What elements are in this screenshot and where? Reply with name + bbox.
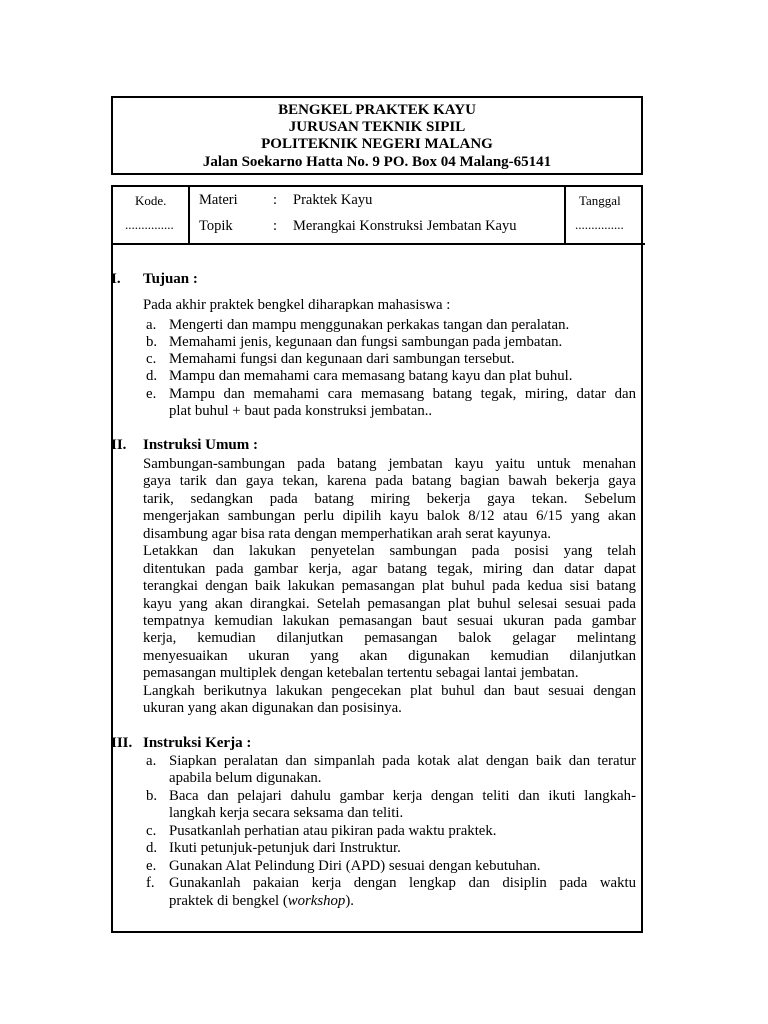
- list-item-text: ).: [345, 893, 354, 909]
- section-intro: Pada akhir praktek bengkel diharapkan mahasiswa :: [143, 297, 451, 313]
- paragraph-line: kerja, kemudian dilanjutkan pemasangan balok gelagar melintang: [143, 630, 636, 646]
- list-item: Mampu dan memahami cara memasang batang kayu dan plat buhul.: [169, 368, 573, 384]
- list-label: f.: [146, 875, 155, 891]
- list-item: Memahami fungsi dan kegunaan dari sambungan tersebut.: [169, 351, 515, 367]
- list-label: b.: [146, 334, 158, 350]
- list-label: c.: [146, 351, 157, 367]
- list-item: Pusatkanlah perhatian atau pikiran pada waktu praktek.: [169, 823, 497, 839]
- list-label: d.: [146, 840, 158, 856]
- list-label: a.: [146, 317, 157, 333]
- materi-label: Materi: [199, 192, 238, 208]
- list-item: Gunakan Alat Pelindung Diri (APD) sesuai dengan kebutuhan.: [169, 858, 541, 874]
- list-item: Gunakanlah pakaian kerja dengan lengkap dan disiplin pada waktu: [169, 875, 636, 891]
- list-label: c.: [146, 823, 157, 839]
- list-label: e.: [146, 386, 157, 402]
- list-item-text: praktek di bengkel (: [169, 893, 288, 909]
- list-item-italic: workshop: [287, 893, 346, 909]
- info-divider: [188, 187, 190, 245]
- list-item: Ikuti petunjuk-petunjuk dari Instruktur.: [169, 840, 401, 856]
- info-divider: [564, 187, 566, 245]
- list-label: b.: [146, 788, 158, 804]
- section-title: Instruksi Umum :: [143, 437, 259, 453]
- topik-label: Topik: [199, 218, 233, 234]
- list-item-continuation: [169, 893, 354, 911]
- list-item-continuation: langkah kerja secara seksama dan teliti.: [169, 805, 404, 821]
- paragraph-line: mengerjakan sambungan perlu dipilih kayu balok 8/12 atau 6/15 yang akan: [143, 508, 636, 524]
- paragraph-line: Langkah berikutnya lakukan pengecekan plat buhul dan baut sesuai dengan: [143, 683, 636, 699]
- paragraph-line: gaya tarik dan gaya tekan, karena pada batang bagian bawah bekerja gaya: [143, 473, 636, 489]
- paragraph-line: disambung agar bisa rata dengan memperhatikan arah serat kayunya.: [143, 526, 551, 542]
- list-item: Mengerti dan mampu menggunakan perkakas tangan dan peralatan.: [169, 317, 570, 333]
- document-body: [111, 185, 643, 933]
- list-item: Siapkan peralatan dan simpanlah pada kotak alat dengan baik dan teratur: [169, 753, 636, 769]
- list-label: e.: [146, 858, 157, 874]
- list-label: d.: [146, 368, 158, 384]
- section-number: I.: [111, 271, 121, 287]
- document-header: [111, 96, 643, 175]
- paragraph-line: terangkai dengan baik lakukan pemasangan plat buhul pada kedua sisi batang: [143, 578, 636, 594]
- list-item: Mampu dan memahami cara memasang batang tegak, miring, datar dan: [169, 386, 636, 402]
- materi-colon: :: [273, 192, 278, 208]
- paragraph-line: pemasangan multiplek dengan ketebalan tertentu sebagai lantai jembatan.: [143, 665, 579, 681]
- list-item: Memahami jenis, kegunaan dan fungsi sambungan pada jembatan.: [169, 334, 563, 350]
- paragraph-line: Sambungan-sambungan pada batang jembatan kayu yaitu untuk menahan: [143, 456, 636, 472]
- paragraph-line: ditentukan pada gambar kerja, agar batang tegak, miring dan datar dapat: [143, 561, 636, 577]
- paragraph-line: kayu yang akan dirangkai. Setelah pemasangan plat buhul selesai sesuai pada: [143, 596, 636, 612]
- header-address: Jalan Soekarno Hatta No. 9 PO. Box 04 Malang-65141: [202, 154, 552, 170]
- info-row-divider: [113, 243, 645, 245]
- tanggal-value: ...............: [575, 217, 624, 232]
- section-title: Instruksi Kerja :: [143, 735, 252, 751]
- header-department: JURUSAN TEKNIK SIPIL: [288, 119, 466, 135]
- section-number: III.: [111, 735, 133, 751]
- list-item-continuation: apabila belum digunakan.: [169, 770, 322, 786]
- list-item-continuation: plat buhul + baut pada konstruksi jembatan..: [169, 403, 433, 419]
- tanggal-label: Tanggal: [579, 193, 621, 208]
- kode-label: Kode.: [135, 193, 167, 208]
- section-number: II.: [111, 437, 127, 453]
- paragraph-line: Letakkan dan lakukan penyetelan sambungan pada posisi yang telah: [143, 543, 636, 559]
- list-label: a.: [146, 753, 157, 769]
- kode-value: ...............: [125, 217, 174, 232]
- paragraph-line: menyesuaikan ukuran yang akan digunakan kemudian dilanjutkan: [143, 648, 636, 664]
- paragraph-line: tempatnya kemudian lakukan pemasangan baut sesuai ukuran pada gambar: [143, 613, 636, 629]
- list-item: Baca dan pelajari dahulu gambar kerja dengan teliti dan ikuti langkah-: [169, 788, 636, 804]
- materi-value: Praktek Kayu: [293, 192, 373, 208]
- header-workshop-name: BENGKEL PRAKTEK KAYU: [278, 102, 476, 118]
- header-institution: POLITEKNIK NEGERI MALANG: [261, 136, 493, 152]
- paragraph-line: ukuran yang akan digunakan dan posisinya.: [143, 700, 402, 716]
- paragraph-line: tarik, sedangkan pada batang miring bekerja gaya tekan. Sebelum: [143, 491, 636, 507]
- section-title: Tujuan :: [143, 271, 198, 287]
- topik-colon: :: [273, 218, 278, 234]
- topik-value: Merangkai Konstruksi Jembatan Kayu: [293, 218, 517, 234]
